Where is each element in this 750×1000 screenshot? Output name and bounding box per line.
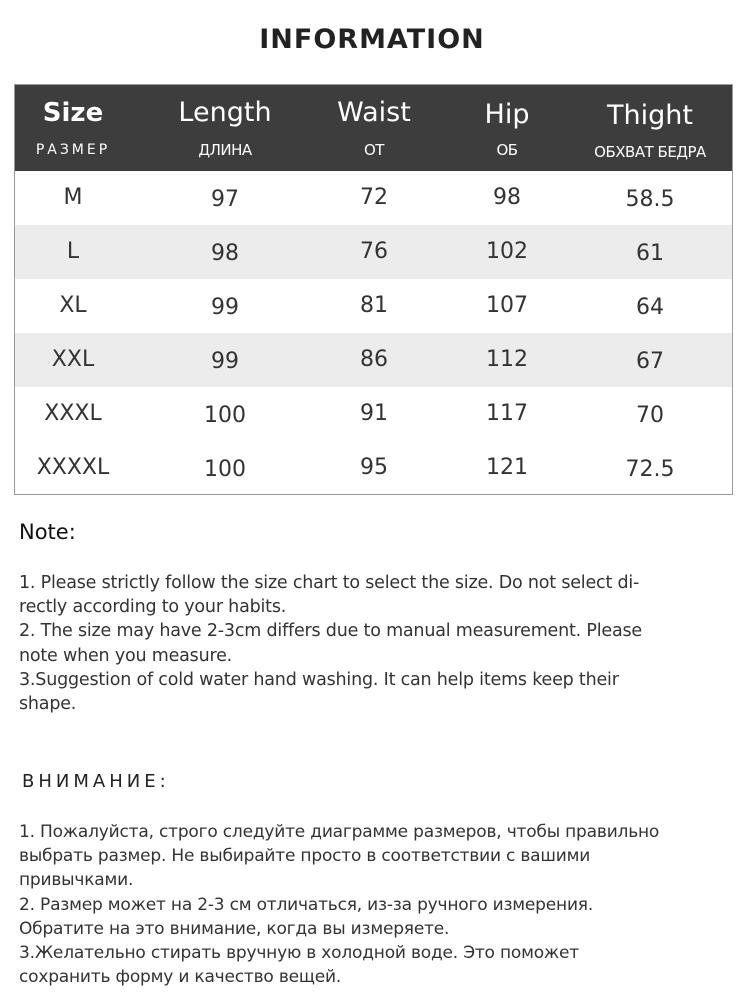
cell-size: L: [66, 239, 80, 264]
header-label: Waist: [337, 97, 411, 128]
notice-ru-paragraph: [19, 820, 719, 989]
cell-waist: 76: [360, 239, 388, 264]
cell-size: XL: [59, 293, 87, 318]
note-paragraph: [19, 571, 719, 716]
cell-length: 99: [211, 349, 239, 374]
note-line: 1. Please strictly follow the size chart to select the size. Do not select di-: [19, 573, 640, 593]
cell-thigh: 58.5: [625, 187, 675, 212]
cell-hip: 112: [486, 347, 528, 372]
notice-ru-line: привычками.: [19, 870, 134, 891]
table-header: [15, 85, 732, 171]
cell-waist: 81: [360, 293, 388, 318]
header-label: Size: [42, 98, 104, 128]
note-title: Note:: [19, 520, 76, 544]
cell-length: 100: [204, 403, 246, 428]
page-title: INFORMATION: [259, 24, 485, 55]
header-sublabel: РАЗМЕР: [35, 142, 111, 158]
cell-length: 100: [204, 457, 246, 482]
notice-ru-line: выбрать размер. Не выбирайте просто в соответствии с вашими: [19, 846, 591, 867]
cell-waist: 91: [360, 401, 388, 426]
notice-ru-line: 1. Пожалуйста, строго следуйте диаграмме размеров, чтобы правильно: [19, 822, 660, 842]
cell-hip: 98: [493, 185, 521, 210]
header-label: Thight: [607, 100, 693, 131]
cell-size: M: [63, 185, 83, 210]
cell-size: XXXL: [44, 401, 102, 426]
cell-length: 99: [211, 295, 239, 320]
note-line: 3.Suggestion of cold water hand washing. It can help items keep their: [19, 669, 619, 690]
cell-hip: 121: [486, 455, 528, 480]
cell-thigh: 61: [636, 241, 664, 266]
note-line: 2. The size may have 2-3cm differs due to manual measurement. Please: [19, 621, 642, 642]
cell-length: 97: [211, 187, 239, 212]
cell-thigh: 67: [636, 349, 664, 374]
size-chart-table: [14, 84, 733, 495]
table-row: [15, 279, 732, 333]
header-length: [155, 85, 295, 171]
cell-waist: 86: [360, 347, 388, 372]
cell-hip: 107: [486, 293, 528, 318]
note-line: rectly according to your habits.: [19, 597, 287, 618]
header-waist: [304, 85, 444, 171]
note-line: note when you measure.: [19, 645, 233, 666]
cell-waist: 72: [360, 185, 388, 210]
header-sublabel: ОБ: [496, 141, 518, 159]
cell-size: XXL: [51, 347, 95, 372]
cell-thigh: 72.5: [625, 457, 675, 482]
cell-thigh: 64: [636, 295, 664, 320]
header-size: [15, 85, 131, 171]
header-sublabel: ОТ: [364, 141, 384, 159]
header-label: Length: [178, 97, 272, 128]
cell-hip: 117: [486, 401, 528, 426]
notice-ru-line: сохранить форму и качество вещей.: [19, 967, 342, 988]
table-row: [15, 333, 732, 387]
table-row: [15, 225, 732, 279]
notice-ru-line: 3.Желательно стирать вручную в холодной воде. Это поможет: [19, 943, 579, 964]
notice-ru-title: ВНИМАНИЕ:: [22, 771, 170, 792]
notice-ru-line: 2. Размер может на 2-3 см отличаться, из-за ручного измерения.: [19, 894, 594, 915]
table-row: [15, 171, 732, 225]
header-sublabel: ОБХВАТ БЕДРА: [594, 143, 706, 161]
cell-length: 98: [211, 241, 239, 266]
header-label: Hip: [484, 99, 530, 130]
cell-thigh: 70: [636, 403, 664, 428]
cell-waist: 95: [360, 455, 388, 480]
cell-size: XXXXL: [36, 455, 110, 480]
cell-hip: 102: [486, 239, 528, 264]
notice-ru-line: Обратите на это внимание, когда вы измеряете.: [19, 918, 450, 939]
table-row: [15, 441, 732, 495]
header-thigh: [580, 85, 720, 171]
header-sublabel: ДЛИНА: [198, 141, 252, 159]
header-hip: [437, 85, 577, 171]
table-row: [15, 387, 732, 441]
note-line: shape.: [19, 694, 77, 715]
